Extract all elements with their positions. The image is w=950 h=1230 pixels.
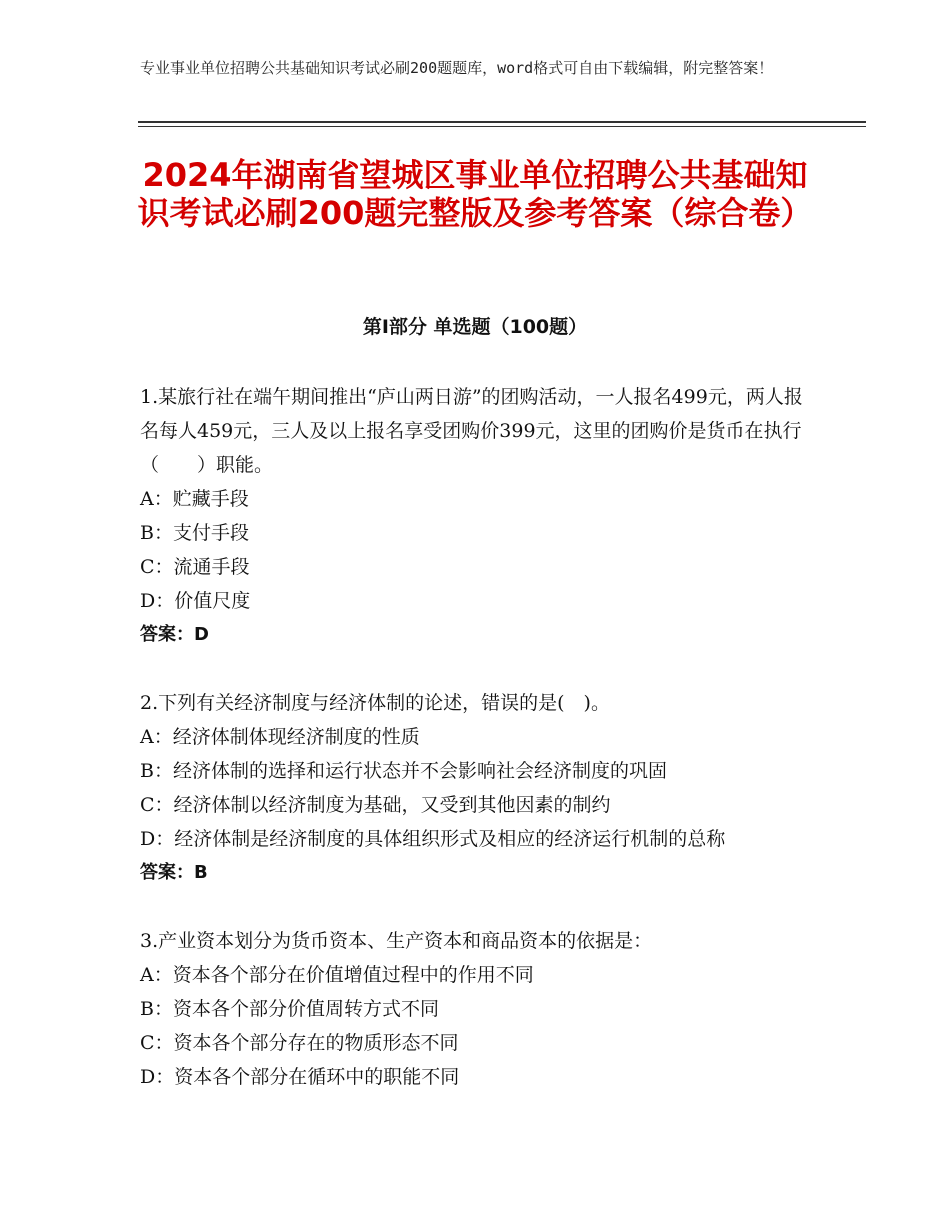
option-d: D：价值尺度 bbox=[140, 590, 251, 612]
section-title: 第Ⅰ部分 单选题（100题） bbox=[362, 316, 588, 338]
header-note: 专业事业单位招聘公共基础知识考试必刷200题题库，word格式可自由下载编辑，附完整答案！ bbox=[140, 59, 774, 77]
option-b: B：经济体制的选择和运行状态并不会影响社会经济制度的巩固 bbox=[140, 760, 667, 782]
option-d: D：经济体制是经济制度的具体组织形式及相应的经济运行机制的总称 bbox=[140, 828, 726, 850]
question-stem: 3.产业资本划分为货币资本、生产资本和商品资本的依据是： bbox=[140, 930, 653, 952]
option-a: A：贮藏手段 bbox=[140, 488, 249, 510]
option-c: C：经济体制以经济制度为基础，又受到其他因素的制约 bbox=[140, 794, 611, 816]
option-c: C：流通手段 bbox=[140, 556, 250, 578]
header-divider-thin bbox=[138, 126, 866, 127]
document-title: 2024年湖南省望城区事业单位招聘公共基础知识考试必刷200题完整版及参考答案（综合卷） bbox=[137, 156, 813, 232]
option-b: B：资本各个部分价值周转方式不同 bbox=[140, 998, 439, 1020]
question-stem: 1.某旅行社在端午期间推出“庐山两日游”的团购活动，一人报名499元，两人报名每人459元，三人及以上报名享受团购价399元，这里的团购价是货币在执行（ ）职能。 bbox=[140, 386, 803, 476]
option-b: B：支付手段 bbox=[140, 522, 249, 544]
answer: 答案：D bbox=[140, 624, 209, 645]
question-3 bbox=[140, 924, 812, 1094]
option-d: D：资本各个部分在循环中的职能不同 bbox=[140, 1066, 460, 1088]
header-divider-thick bbox=[138, 121, 866, 123]
question-1 bbox=[140, 380, 812, 652]
question-2 bbox=[140, 686, 812, 890]
question-stem: 2.下列有关经济制度与经济体制的论述，错误的是( )。 bbox=[140, 692, 610, 714]
option-a: A：经济体制体现经济制度的性质 bbox=[140, 726, 420, 748]
option-a: A：资本各个部分在价值增值过程中的作用不同 bbox=[140, 964, 534, 986]
question-list bbox=[140, 380, 812, 1128]
answer: 答案：B bbox=[140, 862, 208, 883]
option-c: C：资本各个部分存在的物质形态不同 bbox=[140, 1032, 459, 1054]
